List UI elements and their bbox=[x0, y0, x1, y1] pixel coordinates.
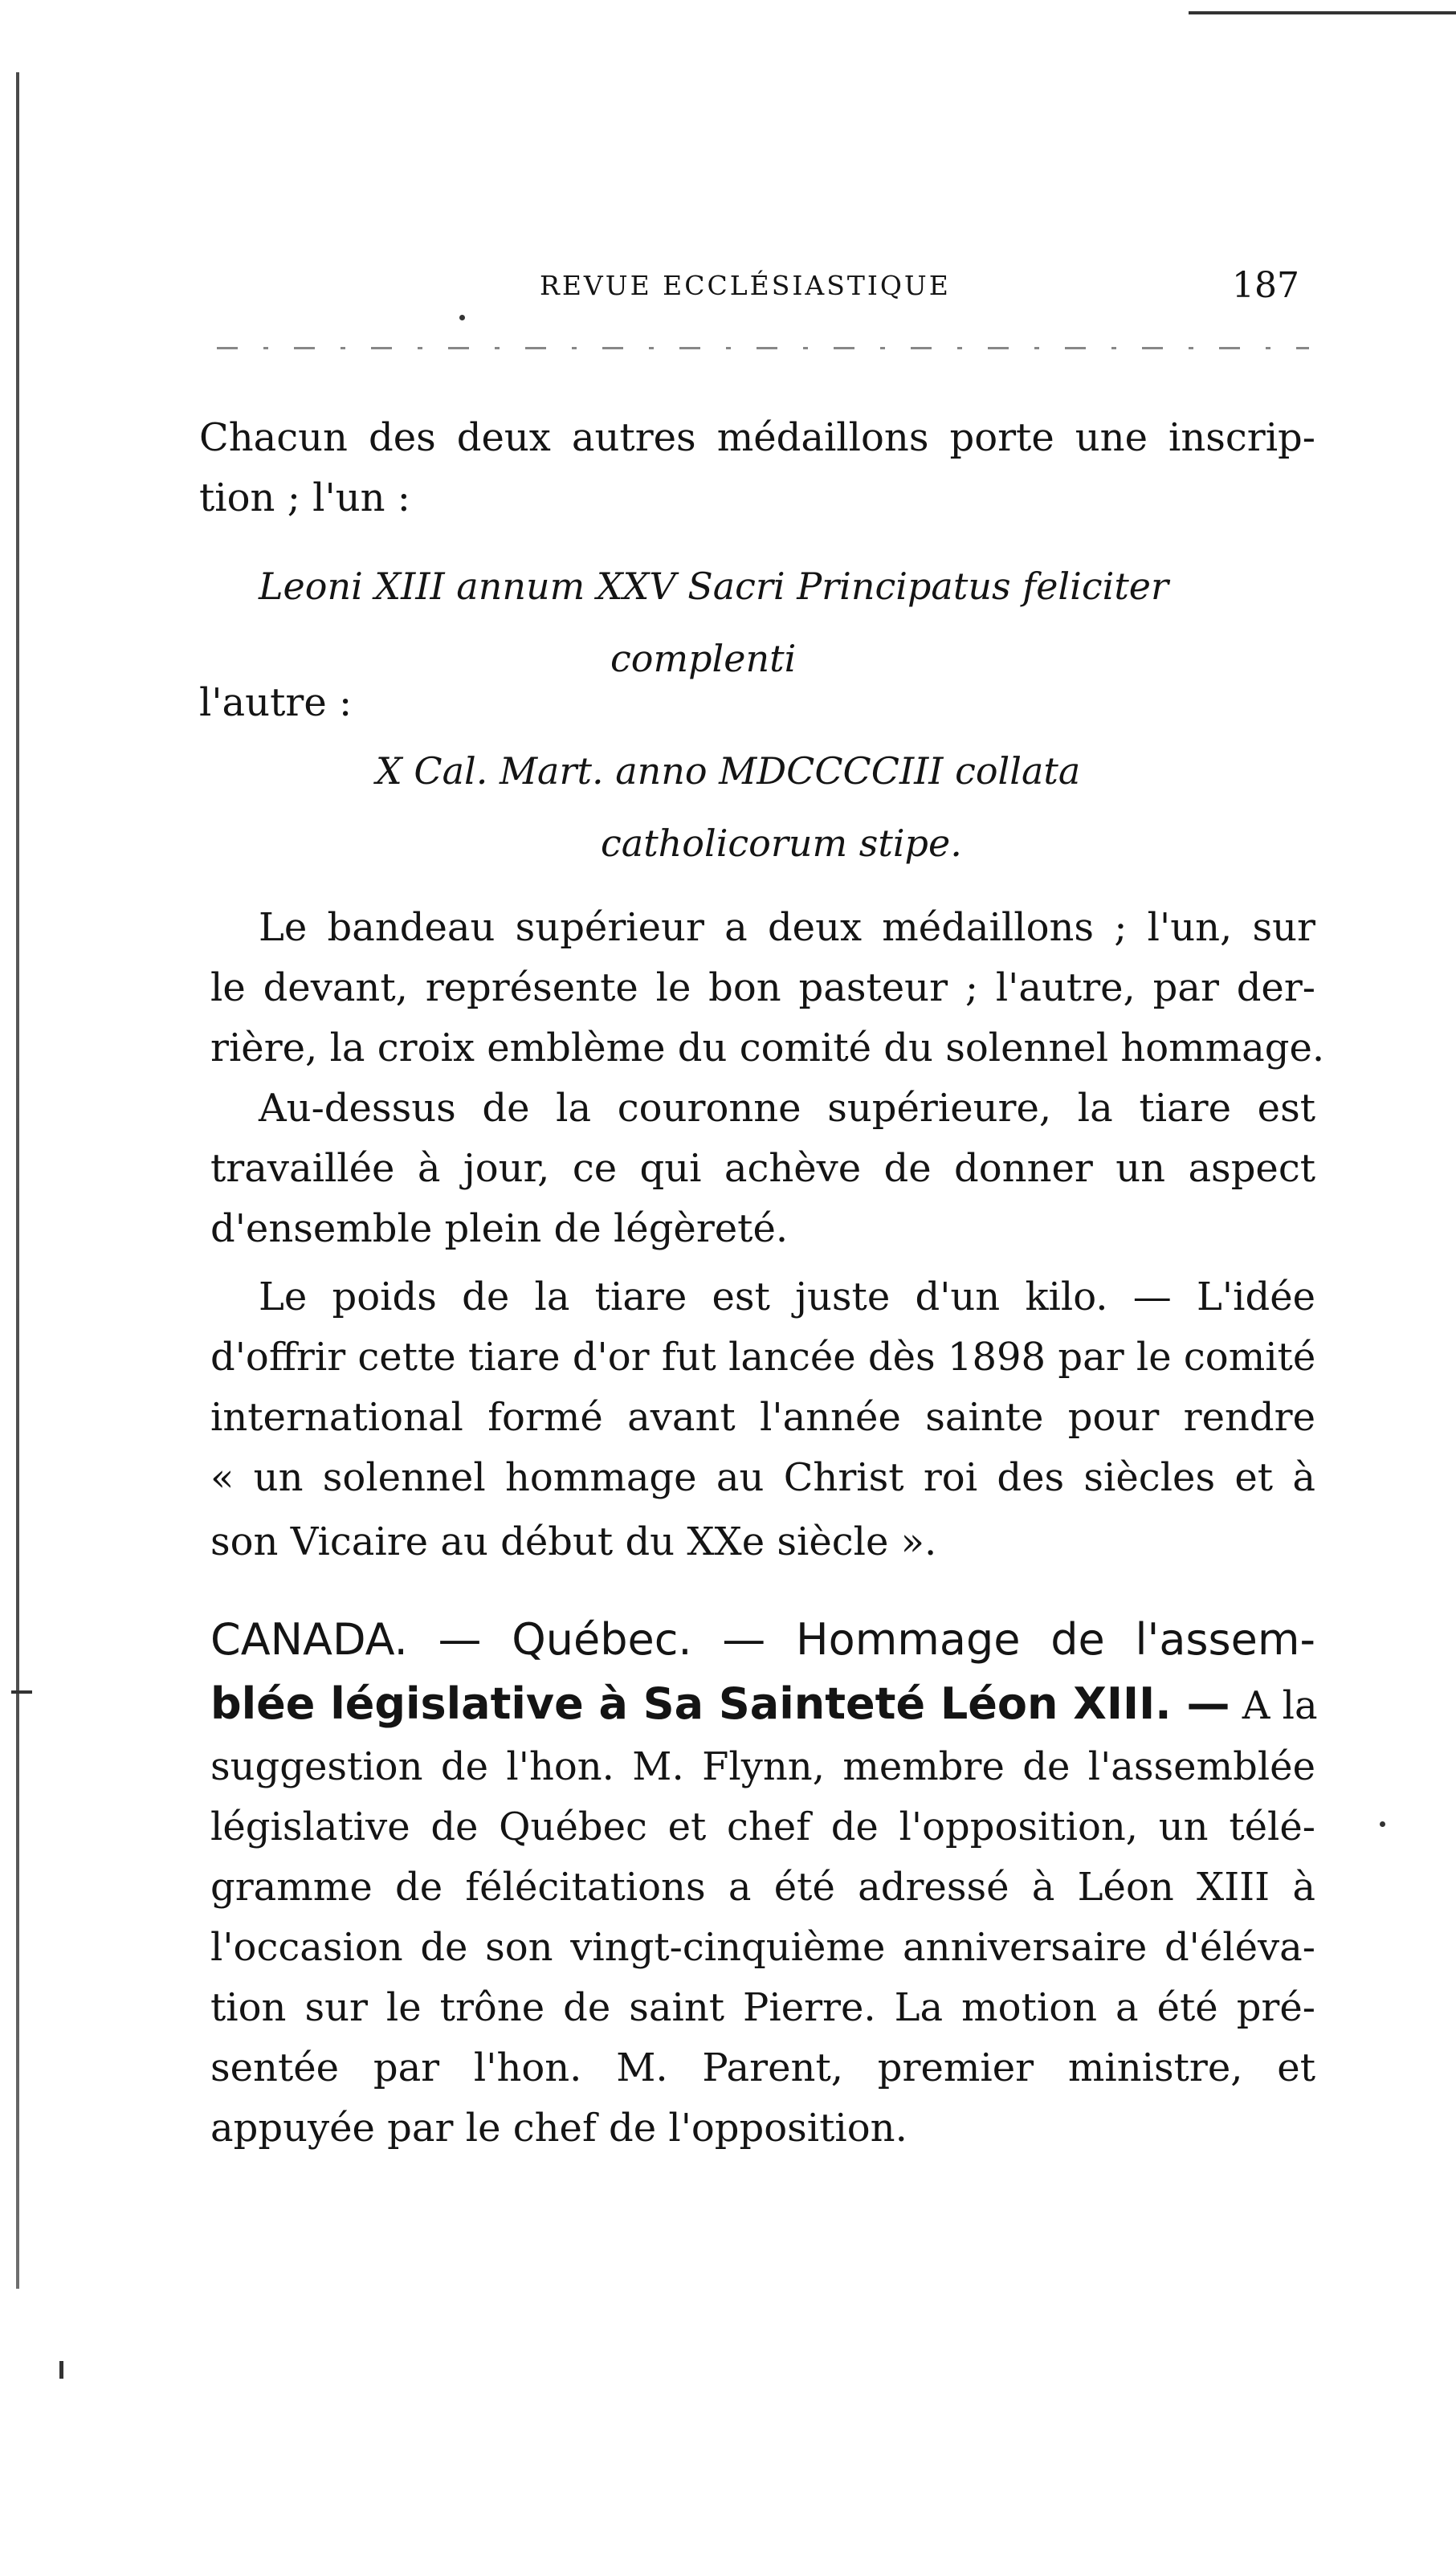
text-line: d'offrir cette tiare d'or fut lancée dès 1898 par le comité bbox=[210, 1335, 1316, 1380]
text-line: le devant, représente le bon pasteur ; l'autre, par der- bbox=[210, 965, 1315, 1010]
inscription-line: X Cal. Mart. anno MDCCCCIII collata bbox=[376, 749, 1081, 793]
text-line: Le bandeau supérieur a deux médaillons ; l'un, sur bbox=[259, 905, 1315, 950]
scan-speck bbox=[459, 315, 465, 320]
text-line: travaillée à jour, ce qui achève de donner un aspect bbox=[210, 1146, 1315, 1191]
running-head bbox=[0, 265, 1456, 313]
text-line: législative de Québec et chef de l'opposition, un télé- bbox=[210, 1804, 1315, 1849]
text-line: « un solennel hommage au Christ roi des siècles et à bbox=[210, 1455, 1315, 1500]
page-number: 187 bbox=[1232, 265, 1299, 306]
text-line: Chacun des deux autres médaillons porte une inscrip- bbox=[199, 415, 1315, 460]
text-line: rière, la croix emblème du comité du solennel hommage. bbox=[210, 1026, 1325, 1070]
text-line: Au-dessus de la couronne supérieure, la tiare est bbox=[259, 1086, 1315, 1131]
running-title: REVUE ECCLÉSIASTIQUE bbox=[540, 270, 951, 301]
inscription-line: Leoni XIII annum XXV Sacri Principatus feliciter bbox=[259, 565, 1169, 608]
inscription-line: complenti bbox=[610, 637, 797, 680]
section-heading-line bbox=[210, 1678, 1318, 1730]
text-line: l'autre : bbox=[199, 680, 353, 725]
text-line: tion sur le trône de saint Pierre. La motion a été pré- bbox=[210, 1985, 1315, 2030]
text-line: gramme de félécitations a été adressé à Léon XIII à bbox=[210, 1865, 1315, 1910]
header-dashed-rule bbox=[217, 347, 1309, 349]
text-line: international formé avant l'année sainte pour rendre bbox=[210, 1395, 1315, 1440]
text-line: appuyée par le chef de l'opposition. bbox=[210, 2106, 907, 2151]
scan-binding-edge bbox=[16, 72, 19, 2289]
text-line: suggestion de l'hon. M. Flynn, membre de l'assemblée bbox=[210, 1744, 1315, 1789]
text-line: son Vicaire au début du XXe siècle ». bbox=[210, 1519, 937, 1564]
scan-edge-mark bbox=[59, 2361, 63, 2379]
scan-edge-tick bbox=[11, 1690, 32, 1694]
section-heading-bold: blée législative à Sa Sainteté Léon XIII. — bbox=[210, 1678, 1230, 1729]
text-line: sentée par l'hon. M. Parent, premier ministre, et bbox=[210, 2045, 1315, 2090]
section-heading: CANADA. — Québec. — Hommage de l'assem- bbox=[210, 1614, 1315, 1665]
text-line: l'occasion de son vingt-cinquième anniversaire d'éléva- bbox=[210, 1925, 1315, 1970]
scan-top-rule bbox=[1189, 11, 1456, 14]
scan-speck bbox=[1380, 1821, 1385, 1827]
inscription-line: catholicorum stipe. bbox=[601, 822, 962, 865]
text-line: tion ; l'un : bbox=[199, 475, 410, 520]
text-line: Le poids de la tiare est juste d'un kilo. — L'idée bbox=[259, 1274, 1315, 1319]
section-heading-tail: A la bbox=[1230, 1683, 1318, 1728]
text-line: d'ensemble plein de légèreté. bbox=[210, 1206, 789, 1251]
